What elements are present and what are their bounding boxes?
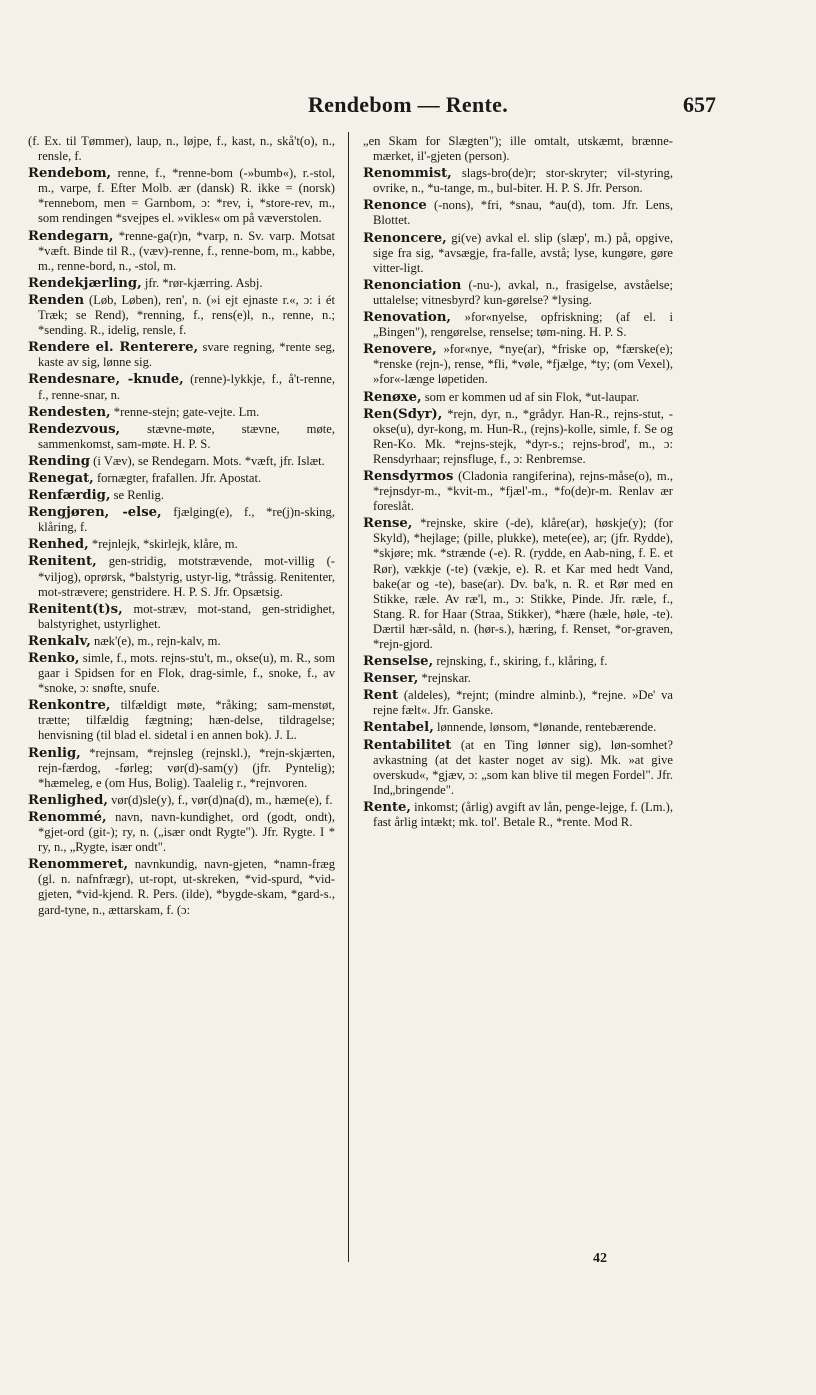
dictionary-entry [363, 720, 673, 735]
dictionary-entry [363, 231, 673, 276]
entry-headword: Rentabel, [363, 720, 434, 736]
dictionary-entry [363, 310, 673, 340]
dictionary-entry [28, 471, 335, 486]
dictionary-entry [363, 407, 673, 467]
entry-headword: Renlighed, [28, 792, 108, 808]
entry-headword: Renko, [28, 651, 80, 666]
entry-headword: Renhed, [28, 537, 89, 553]
dictionary-entry [28, 229, 335, 274]
entry-headword: Renoncere, [363, 230, 447, 246]
left-column [28, 134, 335, 1314]
entry-headword: Renonce [363, 198, 427, 214]
dictionary-entry [28, 793, 335, 808]
entry-definition: (-nu-), avkal, n., frasigelse, avståelse; uttalelse; vitnesbyrd? kun-gørelse? *lysing. [373, 277, 673, 307]
entry-headword: Rengjøren, -else, [28, 505, 162, 521]
entry-definition: fjælging(e), f., *re(j)n-sking, klåring, f. [38, 505, 335, 535]
dictionary-entry [28, 372, 335, 402]
entry-definition: *rejnsam, *rejnsleg (rejnskl.), *rejn-skjærten, rejn-færdog, -førleg; vør(d)-sam(y) (jfr. Pyntelig); *hæmeleg, e (om Hus, Bolig). Taalelig r., *rejnvoren. [38, 745, 335, 790]
page-number: 657 [683, 92, 716, 117]
entry-definition: som er kommen ud af sin Flok, *ut-laupar. [424, 389, 640, 404]
dictionary-entry [363, 166, 673, 196]
entry-definition: vør(d)sle(y), f., vør(d)na(d), m., hæme(e), f. [111, 792, 333, 807]
entry-definition: renne, f., *renne-bom (-»bumb«), r.-stol, m., varpe, f. Efter Molb. ær (dansk) R. ikke = (norsk) *rennebom, men = Garnbom, ɔ: *rev, i, *store-rev, m., som rendingen *svejpes el. »vikles« om på væverstolen. [38, 166, 335, 226]
dictionary-entry [363, 738, 673, 798]
dictionary-entry [28, 340, 335, 370]
entry-definition: tilfældigt møte, *råking; sam-menstøt, trætte; tilfældig fægtning; hæn-delse, tildragelse; henvisning (til blad el. sidetal i en annen bok). J. L. [38, 698, 335, 743]
entry-definition: *rejnskar. [421, 671, 471, 686]
entry-definition: lønnende, lønsom, *lønande, rentebærende. [436, 720, 657, 735]
dictionary-entry [28, 454, 335, 469]
entry-definition: navn, navn-kundighet, ord (godt, ondt), *gjet-ord (git-); ry, n. („især ondt Rygte"). Jfr. Rygte. I * ry, n., „Rygte, især ondt". [38, 809, 335, 855]
entry-definition: *rejnske, skire (-de), klåre(ar), høskje(y); (for Skyld), *hejlage; (pille, plukke), mete(ee), ar; (jfr. Rydde), *skjøre; mk. *strænde (-e). R. (rydde, en Aab-ning, f. E. et Rør), vækkje (-te) (vækje, e). R. et Kar med hedt Vand, bake(ar og -te), base(ar). Dv. ba'k, n. R. et Rør med en Stikke, ræle. Av ræ'l, m., ɔ: Stikke, Pinde. Jfr. ræle, f., Stang. R. for Haar (Straa, Stikker), *hære (hæle, høle, -te). Dærtil hær-såld, n. (hør-s.), hæring, f. Renset, *or-graven, *rejn-gjord. [373, 516, 673, 651]
entry-headword: Rent [363, 688, 399, 704]
dictionary-entry [28, 505, 335, 535]
entry-definition: navnkundig, navn-gjeten, *namn-fræg (gl. n. nafnfrægr), ut-ropt, ut-skreken, *vid-spurd, *vid-gjeten, *vid-kjend. R. Pers. (ilde), *bygde-skam, *gard-s., gard-tyne, n., ættarskam, f. (ɔ: [38, 857, 335, 917]
entry-headword: Renlig, [28, 745, 81, 761]
entry-definition: »for«nyelse, opfriskning; (af el. i „Bingen"), rengørelse, renselse; tøm-ning. H. P. S. [373, 310, 673, 340]
right-column [363, 134, 673, 1314]
dictionary-entry [28, 405, 335, 420]
entry-definition: mot-stræv, mot-stand, gen-stridighet, balstyrighet, ustyrlighet. [38, 601, 335, 631]
entry-headword: Renommé, [28, 809, 107, 825]
entry-definition: (aldeles), *rejnt; (mindre alminb.), *rejne. »De' va rejne fælt«. Jfr. Ganske. [373, 688, 673, 718]
dictionary-entry [28, 422, 335, 452]
dictionary-entry [28, 810, 335, 855]
dictionary-entry [28, 602, 335, 632]
entry-headword: Rendesnare, -knude, [28, 372, 184, 388]
entry-definition: svare regning, *rente seg, kaste av sig, lønne sig. [38, 340, 335, 370]
entry-headword: Rendegarn, [28, 228, 114, 244]
entry-headword: Rendekjærling, [28, 275, 142, 291]
entry-headword: Renitent(t)s, [28, 601, 123, 617]
entry-definition: stævne-møte, stævne, møte, sammenkomst, sam-møte. H. P. S. [38, 421, 335, 451]
entry-definition: *renne-ga(r)n, *varp, n. Sv. varp. Motsat *væft. Binde til R., (væv)-renne, f., renne-bom, m., kabbe, m., renne-bord, n., -stol, m. [38, 228, 335, 273]
entry-headword: Renitent, [28, 554, 97, 570]
entry-headword: Renommist, [363, 166, 452, 182]
entry-headword: Renommeret, [28, 857, 129, 873]
entry-headword: Ren(Sdyr), [363, 406, 443, 422]
dictionary-entry [363, 342, 673, 387]
dictionary-entry [28, 537, 335, 552]
dictionary-entry [28, 293, 335, 338]
entry-definition: (Cladonia rangiferina), rejns-måse(o), m., *rejnsdyr-m., *kvit-m., *fjæl'-m., *fo(de)r-m. Renlav ær foreslåt. [373, 468, 673, 514]
entry-headword: Renonciation [363, 277, 462, 293]
dictionary-entry [28, 651, 335, 696]
entry-definition: (i Væv), se Rendegarn. Mots. *væft, jfr. Islæt. [93, 453, 325, 468]
page-header [0, 92, 816, 122]
dictionary-entry [28, 634, 335, 649]
dictionary-entry [28, 554, 335, 599]
entry-definition: jfr. *rør-kjærring. Asbj. [144, 275, 263, 290]
dictionary-entry [28, 166, 335, 226]
entry-definition: rejnsking, f., skiring, f., klåring, f. [436, 654, 608, 669]
dictionary-entry [363, 654, 673, 669]
entry-headword: Renovere, [363, 342, 437, 358]
entry-headword: Rensdyrmos [363, 468, 454, 484]
column-divider [348, 132, 349, 1262]
entry-definition: „en Skam for Slægten"); ille omtalt, utskæmt, brænne-mærket, il'-gjeten (person). [363, 134, 673, 164]
entry-definition: (Løb, Løben), ren', n. (»i ejt ejnaste r.«, ɔ: i ét Træk; se Rend), *renning, f., rens(e)l, n., renne, n.; *sending. R., idelig, rensle, f. [38, 292, 335, 338]
entry-headword: Renden [28, 292, 85, 308]
dictionary-entry [363, 278, 673, 308]
entry-headword: Rente, [363, 799, 412, 815]
entry-headword: Renser, [363, 671, 419, 687]
page-title: Rendebom — Rente. [307, 92, 509, 117]
dictionary-entry [28, 698, 335, 743]
dictionary-entry [28, 746, 335, 791]
dictionary-entry [28, 857, 335, 917]
dictionary-entry [363, 671, 673, 686]
entry-headword: Rendesten, [28, 404, 111, 420]
entry-definition: (at en Ting lønner sig), løn-somhet? avkastning (at det kaster noget av sig). Mk. »at give overskud«, *gjæv, ɔ: „som kan blive til megen Fordel". Jfr. Ind„bringende". [373, 737, 673, 797]
dictionary-entry [28, 276, 335, 291]
entry-headword: Rense, [363, 516, 413, 532]
entry-definition: gi(ve) avkal el. slip (slæp', m.) på, opgive, sige fra sig, *avsægje, fra-falle, avstå; lyse, kungøre, gøre vitter-ligt. [373, 230, 673, 275]
entry-headword: Rendere el. Renterere, [28, 340, 199, 356]
entry-definition: næk'(e), m., rejn-kalv, m. [93, 633, 221, 648]
entry-headword: Rendezvous, [28, 421, 121, 437]
entry-definition: simle, f., mots. rejns-stu't, m., okse(u), m. R., som gaar i Spidsen for en Flok, drag-simle, f., snoke, f., av *snoke, ɔ: snøfte, snufe. [38, 651, 335, 696]
entry-headword: Renfærdig, [28, 488, 111, 504]
entry-headword: Rentabilitet [363, 737, 452, 753]
entry-definition: (-nons), *fri, *snau, *au(d), tom. Jfr. Lens, Blottet. [373, 198, 673, 228]
dictionary-entry [363, 516, 673, 652]
signature-mark: 42 [593, 1251, 607, 1266]
dictionary-entry [363, 800, 673, 830]
entry-definition: (renne)-lykkje, f., å't-renne, f., renne-snar, n. [38, 372, 335, 402]
entry-definition: *rejn, dyr, n., *grådyr. Han-R., rejns-stut, -okse(u), dyr-kong, m. Hun-R., (rejns)-kolle, simle, f. Se og Ren-Ko. Mk. *rejns-stejk, *dyr-s.; rejns-brod', m., ɔ: Rensdyrhaar; rejnsfluge, f., ɔ: Renbremse. [373, 406, 673, 466]
dictionary-entry [363, 134, 673, 164]
entry-headword: Rendebom, [28, 166, 112, 182]
entry-definition: se Renlig. [113, 488, 164, 503]
entry-definition: *rejnlejk, *skirlejk, klåre, m. [91, 537, 238, 552]
entry-definition: slags-bro(de)r; stor-skryter; vil-styring, ovrike, n., *u-tange, m., bul-biter. H. P. S. Jfr. Person. [373, 166, 673, 196]
entry-definition: *renne-stejn; gate-vejte. Lm. [113, 404, 260, 419]
entry-headword: Renselse, [363, 654, 434, 670]
entry-headword: Rending [28, 453, 90, 469]
entry-definition: gen-stridig, motstrævende, mot-villig (-*viljog), oprørsk, *balstyrig, ustyr-lig, *tråssig. Renitenter, mot-strævere; genstridere. H. P. S. Jfr. Opsætsig. [38, 554, 335, 599]
dictionary-entry [363, 390, 673, 405]
entry-definition: (f. Ex. til Tømmer), laup, n., løjpe, f., kast, n., skå't(o), n., rensle, f. [28, 134, 335, 164]
entry-definition: fornægter, frafallen. Jfr. Apostat. [96, 470, 262, 485]
entry-headword: Renegat, [28, 470, 94, 486]
entry-definition: inkomst; (årlig) avgift av lån, penge-lejge, f. (Lm.), fast årlig intækt; mk. tol'. Betale R., *rente. Mod R. [373, 799, 673, 830]
entry-headword: Renkalv, [28, 633, 91, 649]
dictionary-entry [363, 469, 673, 514]
dictionary-entry [28, 134, 335, 164]
dictionary-entry [363, 688, 673, 718]
entry-headword: Renøxe, [363, 389, 422, 405]
dictionary-entry [363, 198, 673, 228]
entry-headword: Renkontre, [28, 698, 111, 714]
entry-headword: Renovation, [363, 310, 452, 326]
dictionary-entry [28, 488, 335, 503]
entry-definition: »for«nye, *nye(ar), *friske op, *færske(e); *renske (rejn-), rense, *fli, *vøle, *fjælge, *ty; (om Vexel), »for«-længe løpetiden. [373, 342, 673, 387]
